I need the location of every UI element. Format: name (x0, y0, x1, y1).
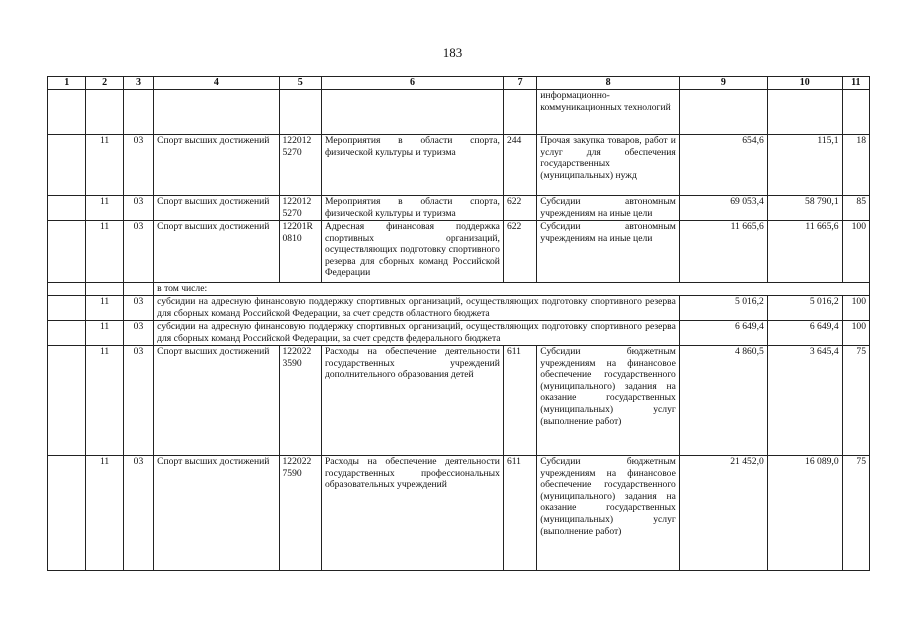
cell-planned: 69 053,4 (679, 196, 767, 221)
budget-table (47, 76, 870, 571)
cell-target-code: 122022 3590 (279, 346, 321, 456)
table-row (48, 296, 870, 321)
empty-cell (123, 283, 153, 296)
empty-cell (679, 90, 767, 135)
header-row (48, 77, 870, 90)
column-header-7: 7 (503, 77, 536, 90)
cell-section: 11 (86, 346, 123, 456)
cell-section: 11 (86, 296, 123, 321)
cell-percent: 100 (842, 221, 869, 283)
empty-cell (154, 90, 279, 135)
cell-target-code: 122012 5270 (279, 135, 321, 196)
empty-cell (48, 283, 86, 296)
cell-name: Спорт высших достижений (154, 456, 279, 571)
empty-cell (86, 90, 123, 135)
column-header-8: 8 (537, 77, 680, 90)
cell-description: Субсидии автономным учреждениям на иные цели (537, 221, 680, 283)
cell-expense-type: 622 (503, 221, 536, 283)
empty-cell (48, 221, 86, 283)
cell-target-code: 122012 5270 (279, 196, 321, 221)
cell-expense-type: 244 (503, 135, 536, 196)
table-row (48, 90, 870, 135)
cell-percent: 85 (842, 196, 869, 221)
cell-planned: 21 452,0 (679, 456, 767, 571)
table-row (48, 456, 870, 571)
cell-name: Спорт высших достижений (154, 135, 279, 196)
cell-program: Мероприятия в области спорта, физической культуры и туризма (321, 196, 503, 221)
table-row (48, 221, 870, 283)
cell-planned: 6 649,4 (679, 321, 767, 346)
cell-executed: 11 665,6 (767, 221, 842, 283)
empty-cell (123, 90, 153, 135)
cell-percent: 100 (842, 321, 869, 346)
cell-description: Прочая закупка товаров, работ и услуг для обеспечения государственных (муниципальных) нужд (537, 135, 680, 196)
cell-name: Спорт высших достижений (154, 221, 279, 283)
column-header-3: 3 (123, 77, 153, 90)
cell-section: 11 (86, 456, 123, 571)
cell-planned: 654,6 (679, 135, 767, 196)
column-header-9: 9 (679, 77, 767, 90)
page-number: 183 (442, 45, 463, 60)
cell-expense-type: 611 (503, 456, 536, 571)
empty-cell (321, 90, 503, 135)
cell-description: Субсидии бюджетным учреждениям на финансовое обеспечение государственного (муниципального) задания на оказание государственных (муниципальных) услуг (выполнение работ) (537, 346, 680, 456)
column-header-4: 4 (154, 77, 279, 90)
empty-cell (48, 90, 86, 135)
cell-description: Субсидии автономным учреждениям на иные цели (537, 196, 680, 221)
cell-target-code: 122022 7590 (279, 456, 321, 571)
cell-subsection: 03 (123, 221, 153, 283)
cell-subsection: 03 (123, 346, 153, 456)
empty-cell (767, 90, 842, 135)
cell-expense-type: 611 (503, 346, 536, 456)
cell-executed: 16 089,0 (767, 456, 842, 571)
cell-percent: 100 (842, 296, 869, 321)
column-header-11: 11 (842, 77, 869, 90)
cell-subsidy-text: субсидии на адресную финансовую поддержку спортивных организаций, осуществляющих подготовку спортивного резерва для сборных команд Российской Федерации, за счет средств областного бюджета (154, 296, 680, 321)
column-header-2: 2 (86, 77, 123, 90)
subtotal-label: в том числе: (154, 283, 870, 296)
cell-section: 11 (86, 196, 123, 221)
empty-cell (48, 456, 86, 571)
cell-percent: 18 (842, 135, 869, 196)
cell-planned: 11 665,6 (679, 221, 767, 283)
empty-cell (48, 321, 86, 346)
cell-expense-type: 622 (503, 196, 536, 221)
table-row (48, 196, 870, 221)
cell-executed: 3 645,4 (767, 346, 842, 456)
cell-subsidy-text: субсидии на адресную финансовую поддержку спортивных организаций, осуществляющих подготовку спортивного резерва для сборных команд Российской Федерации, за счет средств федерального бюджета (154, 321, 680, 346)
empty-cell (842, 90, 869, 135)
cell-executed: 58 790,1 (767, 196, 842, 221)
column-header-6: 6 (321, 77, 503, 90)
cell-program: Расходы на обеспечение деятельности государственных профессиональных образовательных учреждений (321, 456, 503, 571)
cell-executed: 5 016,2 (767, 296, 842, 321)
cell-description: Субсидии бюджетным учреждениям на финансовое обеспечение государственного (муниципального) задания на оказание государственных (муниципальных) услуг (выполнение работ) (537, 456, 680, 571)
empty-cell (279, 90, 321, 135)
empty-cell (86, 283, 123, 296)
cell-name: Спорт высших достижений (154, 196, 279, 221)
cell-subsection: 03 (123, 196, 153, 221)
cell-executed: 6 649,4 (767, 321, 842, 346)
cell-section: 11 (86, 221, 123, 283)
table-row (48, 321, 870, 346)
cell-planned: 5 016,2 (679, 296, 767, 321)
cell-name: Спорт высших достижений (154, 346, 279, 456)
cell-subsection: 03 (123, 456, 153, 571)
cell-subsection: 03 (123, 296, 153, 321)
table-row (48, 283, 870, 296)
column-header-10: 10 (767, 77, 842, 90)
cell-percent: 75 (842, 346, 869, 456)
empty-cell (48, 196, 86, 221)
cell-program: Адресная финансовая поддержка спортивных организаций, осуществляющих подготовку спортивного резерва для сборных команд Российской Федерации (321, 221, 503, 283)
column-header-1: 1 (48, 77, 86, 90)
empty-cell (48, 346, 86, 456)
table-row (48, 135, 870, 196)
cell-executed: 115,1 (767, 135, 842, 196)
column-header-5: 5 (279, 77, 321, 90)
cell-percent: 75 (842, 456, 869, 571)
cell-section: 11 (86, 321, 123, 346)
cell-planned: 4 860,5 (679, 346, 767, 456)
cell-subsection: 03 (123, 135, 153, 196)
empty-cell (503, 90, 536, 135)
cell-subsection: 03 (123, 321, 153, 346)
cell-program: Расходы на обеспечение деятельности государственных учреждений дополнительного образования детей (321, 346, 503, 456)
cell-target-code: 12201R 0810 (279, 221, 321, 283)
table-row (48, 346, 870, 456)
empty-cell (48, 296, 86, 321)
empty-cell (48, 135, 86, 196)
cell-section: 11 (86, 135, 123, 196)
cell-program: Мероприятия в области спорта, физической культуры и туризма (321, 135, 503, 196)
cell-description: информационно-коммуникационных технологий (537, 90, 680, 135)
